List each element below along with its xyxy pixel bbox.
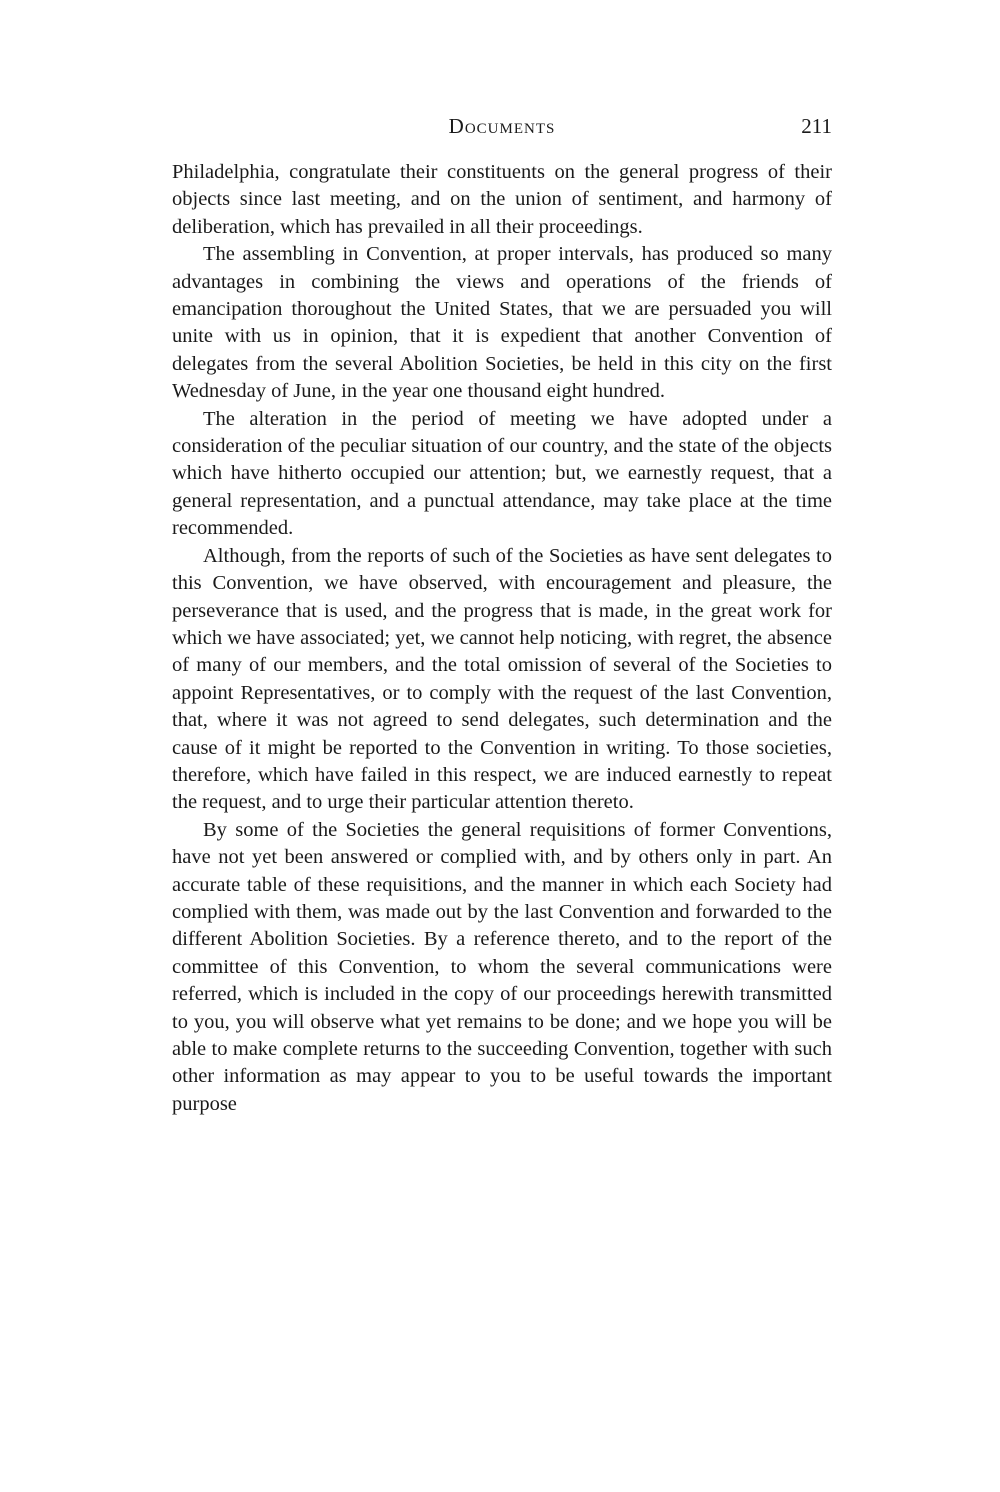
running-head [172, 112, 832, 144]
paragraph: By some of the Societies the general requisitions of former Conventions, have not yet been answered or complied with, and by others only in part. An accurate table of these requisitions, and the manner in which each Society had complied with them, was made out by the last Convention and forwarded to the different Abolition Societies. By a reference thereto, and to the report of the committee of this Convention, to whom the several communications were referred, which is included in the copy of our proceedings herewith transmitted to you, you will observe what yet remains to be done; and we hope you will be able to make complete returns to the succeeding Convention, together with such other information as may appear to you to be useful towards the important purpose [172, 818, 832, 1115]
body-text [172, 159, 832, 1118]
page-number: 211 [801, 114, 832, 138]
paragraph: The alteration in the period of meeting we have adopted under a consideration of the peculiar situation of our country, and the state of the objects which have hitherto occupied our attention; but, we earnestly request, that a general representation, and a punctual attendance, may take place at the time recommended. [172, 407, 832, 540]
paragraph-continued: Philadelphia, congratulate their constituents on the general progress of their objects since last meeting, and on the union of sentiment, and harmony of deliberation, which has prevailed in all their proceedings. [172, 161, 832, 238]
paragraph: Although, from the reports of such of the Societies as have sent delegates to this Convention, we have observed, with encouragement and pleasure, the perseverance that is used, and the progress that is made, in the great work for which we have associated; yet, we cannot help noticing, with regret, the absence of many of our members, and the total omission of several of the Societies to appoint Representatives, or to comply with the request of the last Convention, that, where it was not agreed to send delegates, such determination and the cause of it might be reported to the Convention in writing. To those societies, therefore, which have failed in this respect, we are induced earnestly to repeat the request, and to urge their particular attention thereto. [172, 544, 832, 814]
running-head-title: Documents [448, 114, 556, 138]
paragraph: The assembling in Convention, at proper intervals, has produced so many advantages in combining the views and operations of the friends of emancipation thoroughout the United States, that we are persuaded you will unite with us in opinion, that it is expedient that another Convention of delegates from the several Abolition Societies, be held in this city on the first Wednesday of June, in the year one thousand eight hundred. [172, 243, 832, 403]
